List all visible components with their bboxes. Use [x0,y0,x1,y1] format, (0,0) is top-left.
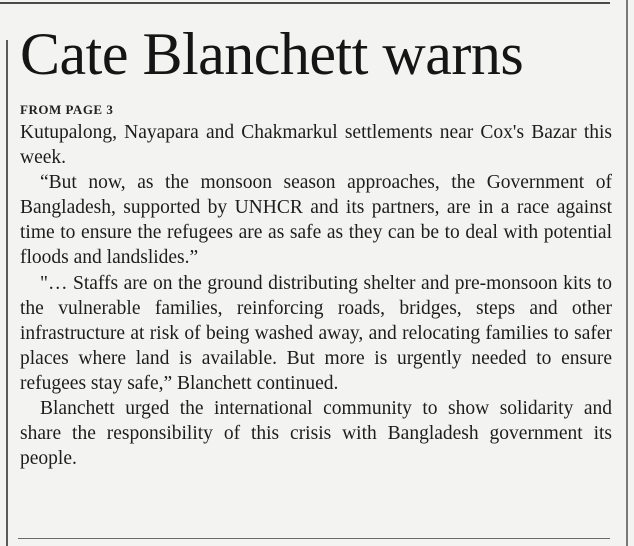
right-page-edge [626,0,628,546]
article-paragraph: "… Staffs are on the ground distributing shelter and pre-monsoon kits to the vulnerable families, reinforcing roads, bridges, steps and other infrastructure at risk of being washed away, and relocating families to safer places where land is available. But more is urgently needed to ensure refugees stay safe,” Blanchett continued. [20,272,612,394]
article-headline: Cate Blanchett warns [20,21,524,87]
bottom-rule [18,538,610,539]
left-column-rule [6,40,8,546]
article-paragraph: Kutupalong, Nayapara and Chakmarkul settlements near Cox's Bazar this week. [20,122,612,169]
jump-line: FROM PAGE 3 [20,102,114,117]
top-rule [0,2,610,4]
article-body [20,120,612,471]
article-paragraph: “But now, as the monsoon season approaches, the Government of Bangladesh, supported by UNHCR and its partners, are in a race against time to ensure the refugees are as safe as they can be to deal with potential floods and landslides.” [20,172,612,269]
article-paragraph: Blanchett urged the international community to show solidarity and share the responsibility of this crisis with Bangladesh government its people. [20,398,612,470]
